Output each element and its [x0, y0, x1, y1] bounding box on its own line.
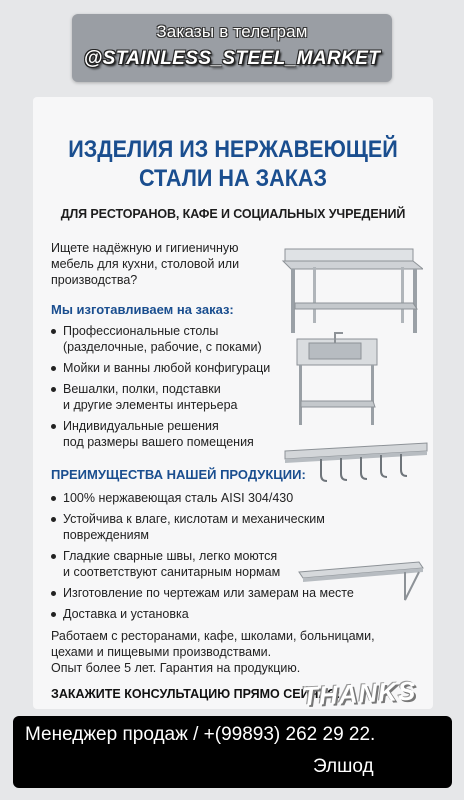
clients-line-1: Работаем с ресторанами, кафе, школами, больницами, [51, 629, 375, 643]
list-item [51, 511, 411, 543]
section-advantages-heading: ПРЕИМУЩЕСТВА НАШЕЙ ПРОДУКЦИИ: [51, 467, 306, 482]
list-item-line: Профессиональные столы [63, 324, 219, 338]
title-line-2: СТАЛИ НА ЗАКАЗ [138, 165, 328, 192]
flyer-subtitle: ДЛЯ РЕСТОРАНОВ, КАФЕ И СОЦИАЛЬНЫХ УЧРЕДЕНИЙ [60, 207, 406, 221]
title-line-1: ИЗДЕЛИЯ ИЗ НЕРЖАВЕЮЩЕЙ [68, 136, 398, 163]
list-item-line: (разделочные, рабочие, с поками) [63, 340, 262, 354]
list-item-line: 100% нержавеющая сталь AISI 304/430 [63, 491, 294, 505]
sales-manager-phone[interactable]: Менеджер продаж / +(99893) 262 29 22. [25, 724, 376, 745]
intro-text: Ищете надёжную и гигиеничную мебель для кухни, столовой или производства? [51, 241, 240, 287]
list-item-line: и другие элементы интерьера [63, 398, 238, 412]
steel-sink-illustration [291, 329, 381, 429]
list-item-line: Доставка и установка [63, 607, 189, 621]
section-made-to-order-heading: Мы изготавливаем на заказ: [51, 302, 234, 317]
list-item-line: Устойчива к влаге, кислотам и механическим [63, 512, 325, 526]
thanks-sticker: THANKS [301, 675, 417, 712]
consultation-cta: ЗАКАЖИТЕ КОНСУЛЬТАЦИЮ ПРЯМО СЕЙЧАС: [51, 687, 341, 701]
list-item [51, 418, 291, 450]
sales-manager-bar [13, 716, 452, 788]
telegram-handle[interactable]: @STAINLESS_STEEL_MARKET [83, 48, 381, 69]
steel-table-illustration [273, 239, 423, 339]
product-flyer [33, 97, 433, 709]
list-item-line: и соответствуют санитарным нормам [63, 565, 281, 579]
flyer-title [53, 135, 413, 193]
experience-line: Опыт более 5 лет. Гарантия на продукцию. [51, 661, 301, 675]
list-item-line: под размеры вашего помещения [63, 435, 254, 449]
list-item [51, 381, 291, 413]
list-item-line: Вешалки, полки, подставки [63, 382, 221, 396]
telegram-banner [72, 14, 392, 82]
sales-manager-name: Элшод [313, 756, 374, 777]
list-item-line: Индивидуальные решения [63, 419, 219, 433]
list-item-line: Гладкие сварные швы, легко моются [63, 549, 278, 563]
list-item [51, 360, 291, 376]
list-item-line: Мойки и ванны любой конфигураци [63, 361, 271, 375]
wall-shelf-illustration [295, 552, 425, 612]
list-item [51, 323, 291, 355]
clients-line-2: цехами и пищевыми производствами. [51, 645, 272, 659]
list-item-line: повреждениям [63, 528, 149, 542]
coat-rack-illustration [281, 437, 431, 497]
clients-text [51, 628, 421, 676]
list-item-line: Изготовление по чертежам или замерам на месте [63, 586, 354, 600]
made-to-order-list [51, 323, 291, 455]
telegram-orders-label: Заказы в телеграм [156, 22, 308, 41]
